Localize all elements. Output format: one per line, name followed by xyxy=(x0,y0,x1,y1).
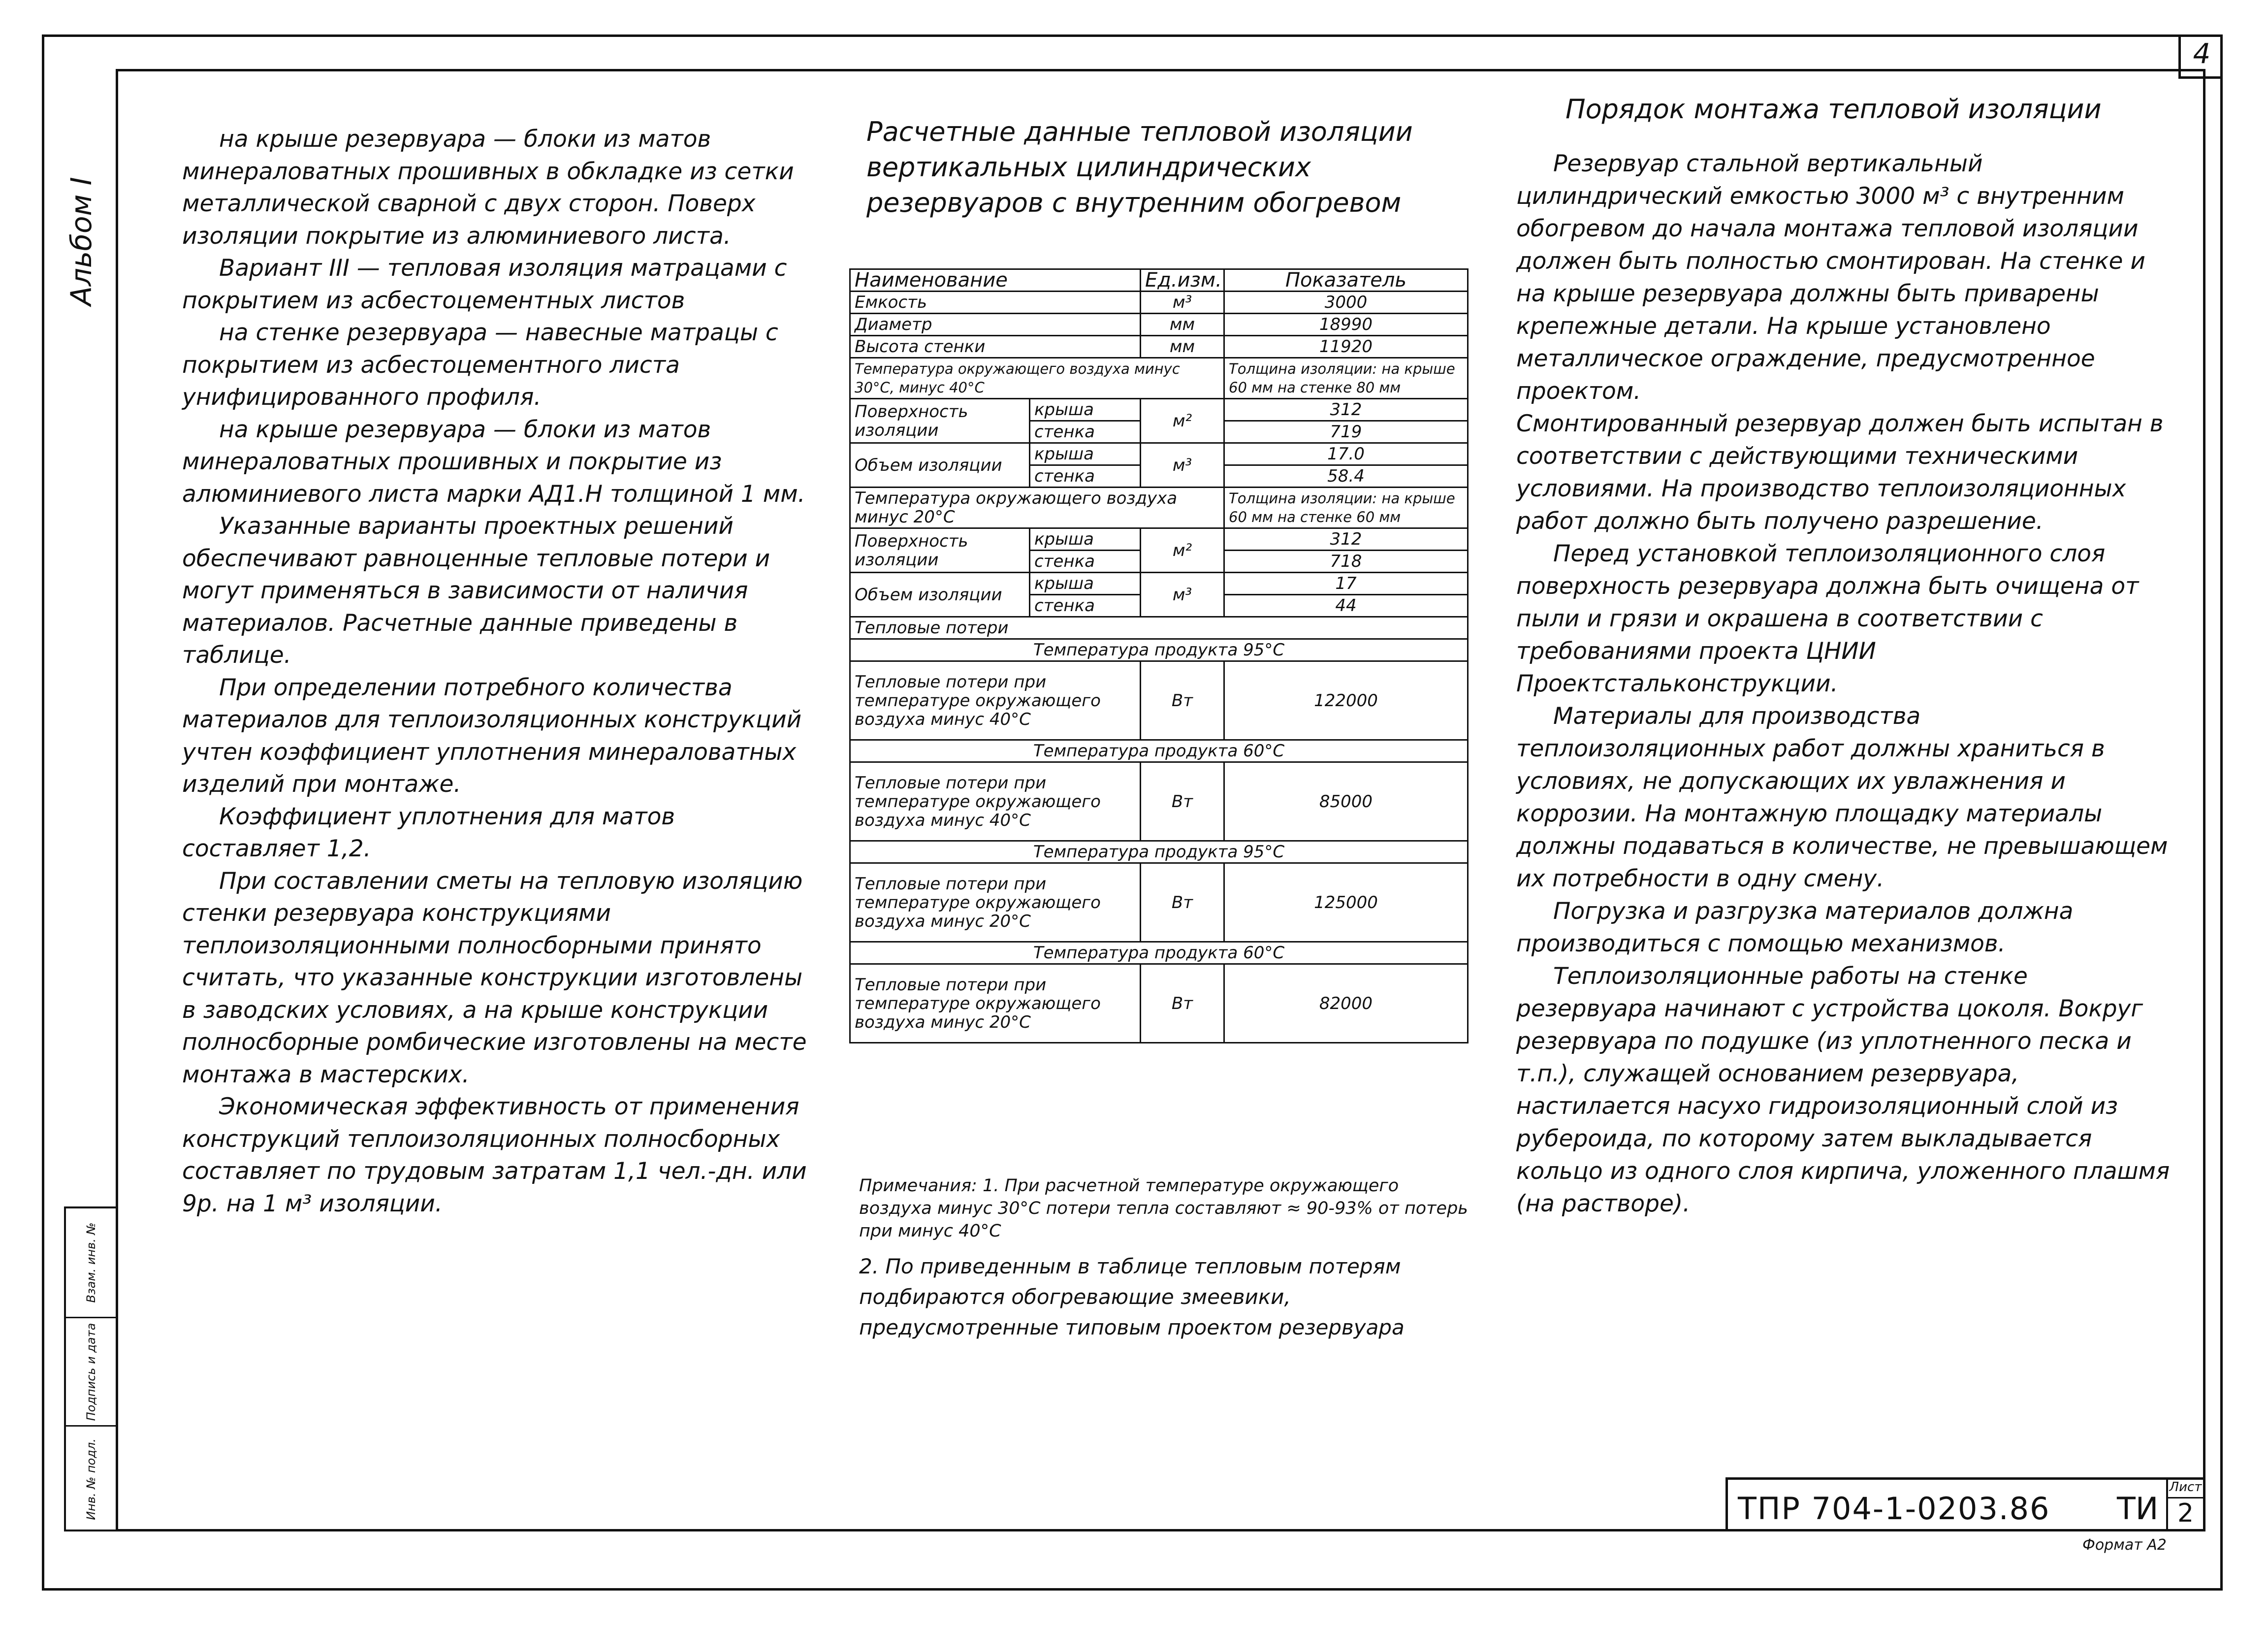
table-cell: м² xyxy=(1141,399,1224,443)
table-cell: 17.0 xyxy=(1224,443,1468,465)
note-2: 2. По приведенным в таблице тепловым потерям подбираются обогревающие змеевики, предусмотренные типовым проектом резервуара xyxy=(859,1254,1405,1339)
paragraph: на стенке резервуара — навесные матрацы с покрытием из асбестоцементного листа унифицированного профиля. xyxy=(182,319,778,411)
table-cell: стенка xyxy=(1030,465,1141,488)
table-cell: крыша xyxy=(1030,443,1141,465)
table-cell: м³ xyxy=(1141,443,1224,488)
sheet-number: 2 xyxy=(2177,1498,2194,1528)
table-cell: Поверхность изоляции xyxy=(850,399,1030,443)
side-stamp-cell xyxy=(66,1208,116,1317)
table-cell: стенка xyxy=(1030,551,1141,573)
table-row xyxy=(850,336,1468,358)
table-cell: 11920 xyxy=(1224,336,1468,358)
paragraph: на крыше резервуара — блоки из матов минераловатных прошивных и покрытие из алюминиевого листа марки АД1.Н толщиной 1 мм. xyxy=(182,416,805,508)
table-row xyxy=(850,841,1468,863)
table-cell: Тепловые потери при температуре окружающего воздуха минус 40°С xyxy=(850,661,1141,740)
product-temp-cell: Температура продукта 95°С xyxy=(850,639,1468,661)
table-cell: 312 xyxy=(1224,528,1468,551)
table-cell: мм xyxy=(1141,336,1224,358)
table-header-row xyxy=(850,269,1468,292)
losses-title-cell: Тепловые потери xyxy=(850,617,1468,639)
table-cell: 44 xyxy=(1224,595,1468,617)
table-row xyxy=(850,863,1468,942)
table-cell: Поверхность изоляции xyxy=(850,528,1030,573)
table-cell: 3000 xyxy=(1224,292,1468,314)
project-code: ТПР 704-1-0203.86 xyxy=(1738,1491,2050,1527)
right-column xyxy=(1516,148,2171,1220)
table-row xyxy=(850,639,1468,661)
table-cell: крыша xyxy=(1030,399,1141,421)
document-mark: ТИ xyxy=(2117,1491,2159,1527)
side-stamp-cell xyxy=(66,1317,116,1425)
format-label: Формат А2 xyxy=(2082,1536,2167,1554)
table-row xyxy=(850,358,1468,399)
table-notes xyxy=(859,1174,1474,1343)
table-row xyxy=(850,314,1468,336)
note-1: Примечания: 1. При расчетной температуре окружающего воздуха минус 30°С потери тепла составляют ≈ 90-93% от потерь при минус 40°С xyxy=(859,1176,1468,1241)
paragraph: Коэффициент уплотнения для матов составляет 1,2. xyxy=(182,803,675,862)
table-row xyxy=(850,661,1468,740)
table-cell: стенка xyxy=(1030,595,1141,617)
thickness-cell: Толщина изоляции: на крыше 60 мм на стенке 60 мм xyxy=(1224,488,1468,528)
left-column xyxy=(182,123,807,1220)
header-cell: Наименование xyxy=(850,269,1141,292)
side-stamp-text: Инв. № подл. xyxy=(84,1438,98,1520)
paragraph: Указанные варианты проектных решений обеспечивают равноценные тепловые потери и могут применяться в зависимости от наличия материалов. Расчетные данные приведены в таблице. xyxy=(182,513,770,669)
table-cell: Вт xyxy=(1141,964,1224,1043)
paragraph: на крыше резервуара — блоки из матов минераловатных прошивных в обкладке из сетки металлической сварной с двух сторон. Поверх изоляции покрытие из алюминиевого листа. xyxy=(182,126,794,250)
table-cell: 18990 xyxy=(1224,314,1468,336)
table-title: Расчетные данные тепловой изоляции вертикальных цилиндрических резервуаров с внутренним обогревом xyxy=(866,116,1413,218)
table-cell: 719 xyxy=(1224,421,1468,443)
table-cell: Тепловые потери при температуре окружающего воздуха минус 40°С xyxy=(850,762,1141,841)
product-temp-cell: Температура продукта 95°С xyxy=(850,841,1468,863)
sheet-box xyxy=(2166,1480,2203,1529)
table-cell: Тепловые потери при температуре окружающего воздуха минус 20°С xyxy=(850,863,1141,942)
table-row xyxy=(850,740,1468,762)
table-cell: стенка xyxy=(1030,421,1141,443)
paragraph: Вариант III — тепловая изоляция матрацами с покрытием из асбестоцементных листов xyxy=(182,255,787,314)
page-number: 4 xyxy=(2178,34,2223,79)
table-cell: м³ xyxy=(1141,292,1224,314)
table-cell: Диаметр xyxy=(850,314,1141,336)
table-cell: крыша xyxy=(1030,573,1141,595)
data-table xyxy=(849,268,1469,1043)
table-row xyxy=(850,942,1468,964)
paragraph: Экономическая эффективность от применения конструкций теплоизоляционных полносборных составляет по трудовым затратам 1,1 чел.-дн. или 9р. на 1 м³ изоляции. xyxy=(182,1093,807,1217)
album-label-text: Альбом I xyxy=(64,177,98,306)
table-cell: м² xyxy=(1141,528,1224,573)
table-row xyxy=(850,528,1468,551)
side-stamp-text: Взам. инв. № xyxy=(84,1222,98,1303)
table-cell: Тепловые потери при температуре окружающего воздуха минус 20°С xyxy=(850,964,1141,1043)
table-cell: 122000 xyxy=(1224,661,1468,740)
table-cell: 125000 xyxy=(1224,863,1468,942)
table-row xyxy=(850,443,1468,465)
table-row xyxy=(850,573,1468,595)
paragraph: Смонтированный резервуар должен быть испытан в соответствии с действующими техническими условиями. На производство теплоизоляционных работ должно быть получено разрешение. xyxy=(1516,410,2164,535)
table-cell: Вт xyxy=(1141,863,1224,942)
table-cell: 85000 xyxy=(1224,762,1468,841)
sheet-label: Лист xyxy=(2168,1480,2203,1498)
thickness-cell: Толщина изоляции: на крыше 60 мм на стенке 80 мм xyxy=(1224,358,1468,399)
table-row xyxy=(850,399,1468,421)
table-cell: Вт xyxy=(1141,661,1224,740)
header-cell: Показатель xyxy=(1224,269,1468,292)
table-cell: крыша xyxy=(1030,528,1141,551)
table-cell: Емкость xyxy=(850,292,1141,314)
section-title: Порядок монтажа тепловой изоляции xyxy=(1565,94,2102,125)
title-stamp xyxy=(1725,1477,2205,1531)
paragraph: Теплоизоляционные работы на стенке резервуара начинают с устройства цоколя. Вокруг резервуара по подушке (из уплотненного песка и т.п.), служащей основанием резервуара, настилается насухо гидроизоляционный слой из рубероида, по которому затем выкладывается кольцо из одного слоя кирпича, уложенного плашмя (на растворе). xyxy=(1516,963,2170,1217)
table-row xyxy=(850,292,1468,314)
table-cell: м³ xyxy=(1141,573,1224,617)
header-cell: Ед.изм. xyxy=(1141,269,1224,292)
table-cell: Объем изоляции xyxy=(850,573,1030,617)
table-cell: мм xyxy=(1141,314,1224,336)
paragraph: Погрузка и разгрузка материалов должна производиться с помощью механизмов. xyxy=(1516,898,2074,957)
side-stamp-cell xyxy=(66,1425,116,1531)
table-row xyxy=(850,762,1468,841)
product-temp-cell: Температура продукта 60°С xyxy=(850,740,1468,762)
table-row xyxy=(850,617,1468,639)
table-row xyxy=(850,488,1468,528)
paragraph: Перед установкой теплоизоляционного слоя поверхность резервуара должна быть очищена от пыли и грязи и окрашена в соответствии с требованиями проекта ЦНИИ Проектстальконструкции. xyxy=(1516,540,2139,697)
paragraph: При определении потребного количества материалов для теплоизоляционных конструкций учтен коэффициент уплотнения минераловатных изделий при монтаже. xyxy=(182,674,802,798)
table-cell: Объем изоляции xyxy=(850,443,1030,488)
table-cell: 312 xyxy=(1224,399,1468,421)
table-row xyxy=(850,964,1468,1043)
paragraph: Резервуар стальной вертикальный цилиндрический емкостью 3000 м³ с внутренним обогревом до начала монтажа тепловой изоляции должен быть полностью смонтирован. На стенке и на крыше резервуара должны быть приварены крепежные детали. На крыше установлено металлическое ограждение, предусмотренное проектом. xyxy=(1516,150,2145,405)
product-temp-cell: Температура продукта 60°С xyxy=(850,942,1468,964)
side-stamp-text: Подпись и дата xyxy=(84,1323,98,1421)
paragraph: Материалы для производства теплоизоляционных работ должны храниться в условиях, не допускающих их увлажнения и коррозии. На монтажную площадку материалы должны подаваться в количестве, не превышающем их потребности в одну смену. xyxy=(1516,703,2168,892)
table-cell: 82000 xyxy=(1224,964,1468,1043)
album-label xyxy=(47,167,116,315)
table-cell: 58.4 xyxy=(1224,465,1468,488)
temperature-cell: Температура окружающего воздуха минус 20°С xyxy=(850,488,1224,528)
table-cell: Вт xyxy=(1141,762,1224,841)
table-cell: Высота стенки xyxy=(850,336,1141,358)
temperature-cell: Температура окружающего воздуха минус 30°С, минус 40°С xyxy=(850,358,1224,399)
table-cell: 718 xyxy=(1224,551,1468,573)
side-stamp xyxy=(64,1206,116,1531)
table-cell: 17 xyxy=(1224,573,1468,595)
paragraph: При составлении сметы на тепловую изоляцию стенки резервуара конструкциями теплоизоляционными полносборными принято считать, что указанные конструкции изготовлены в заводских условиях, а на крыше конструкции полносборные ромбические изготовлены на месте монтажа в мастерских. xyxy=(182,867,807,1088)
